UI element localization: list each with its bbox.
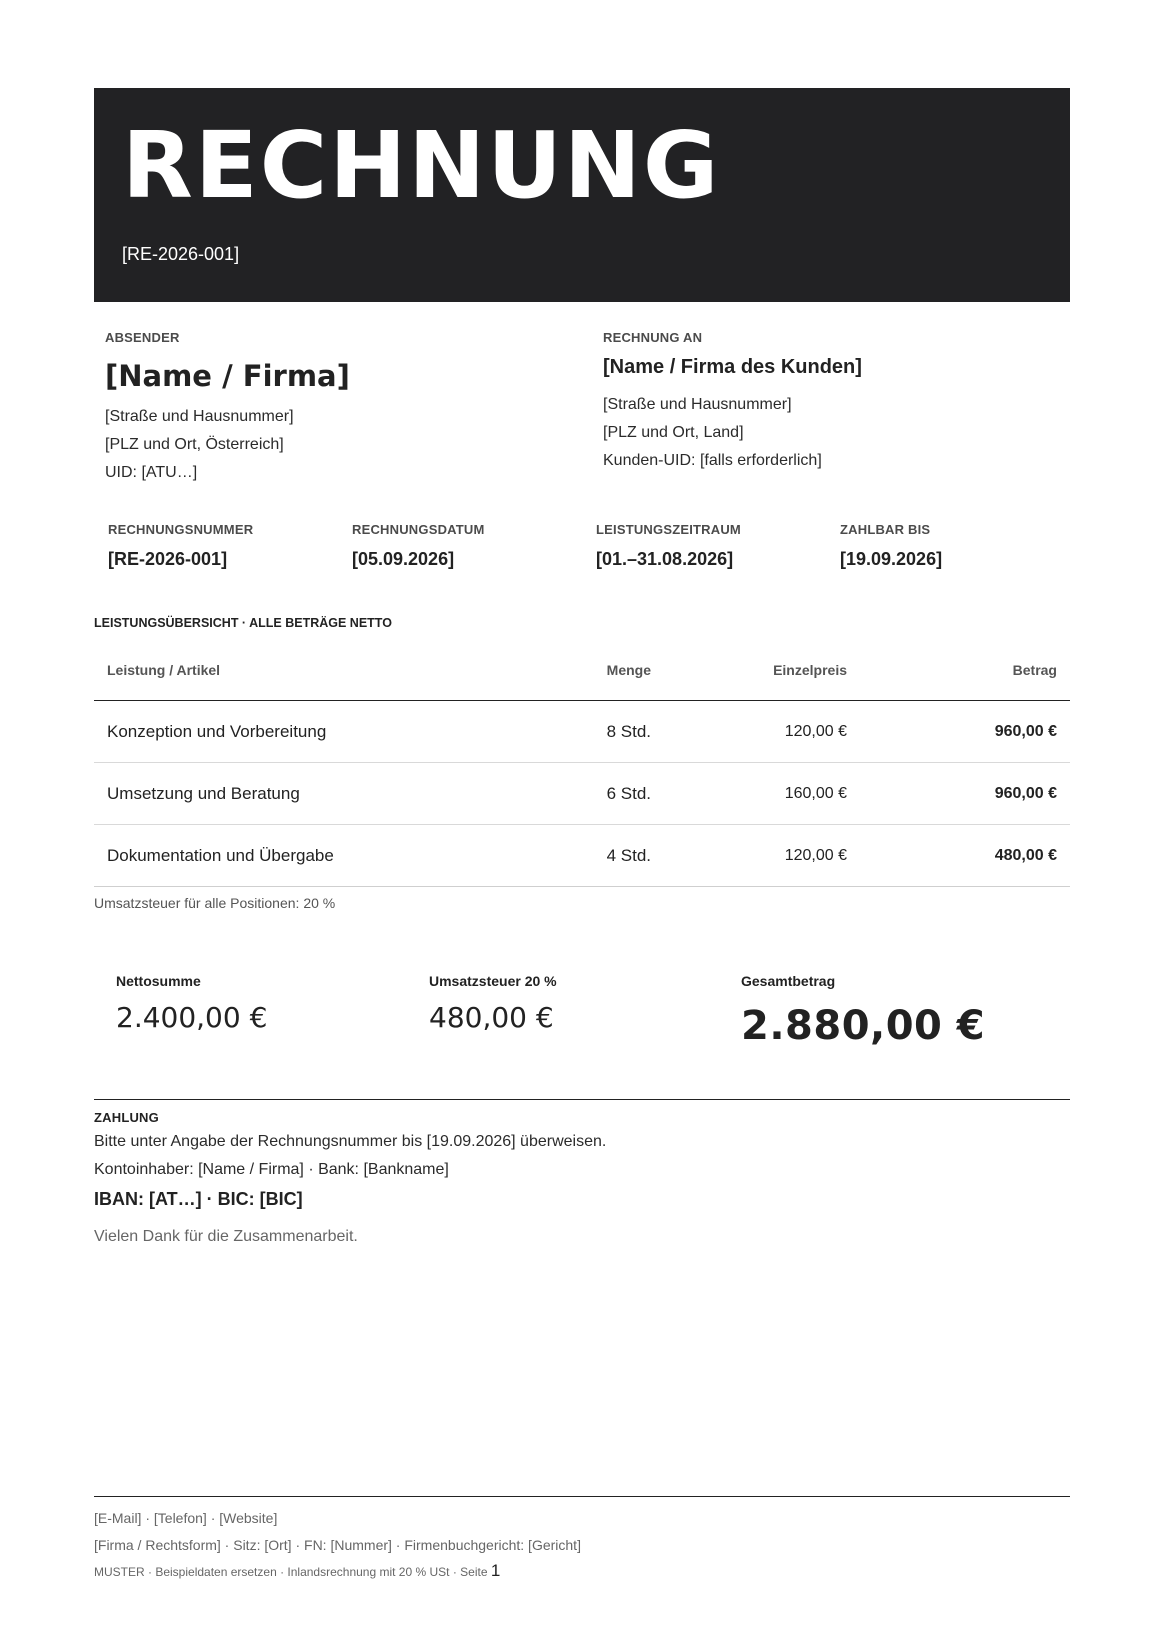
cell-amount: 960,00 € [860,763,1070,825]
payment-section [94,1099,1070,1246]
meta-service-period [596,522,741,570]
tax-total-value: 480,00 € [429,1001,554,1034]
net-total-value: 2.400,00 € [116,1001,268,1034]
sender-name: [Name / Firma] [105,359,350,393]
meta-value: [05.09.2026] [352,549,455,569]
thank-you-note: Vielen Dank für die Zusammenarbeit. [94,1228,358,1245]
sender-block [105,330,350,487]
table-row [94,701,1070,763]
meta-value: [19.09.2026] [840,549,943,569]
table-header-row [94,640,1070,701]
cell-amount: 960,00 € [860,701,1070,763]
cell-service: Umsetzung und Beratung [94,763,524,825]
footer-contact: [E-Mail] · [Telefon] · [Website] [94,1510,278,1526]
meta-label: LEISTUNGSZEITRAUM [596,522,741,537]
recipient-address-line: [PLZ und Ort, Land] [603,424,744,441]
meta-label: RECHNUNGSDATUM [352,522,485,537]
tax-note: Umsatzsteuer für alle Positionen: 20 % [94,895,336,911]
footer-note-line [94,1561,1070,1581]
page-footer [94,1496,1070,1581]
cell-unit-price: 120,00 € [664,825,860,887]
gross-total-label: Gesamtbetrag [741,973,836,989]
footer-company: [Firma / Rechtsform] · Sitz: [Ort] · FN: [Nummer] · Firmenbuchgericht: [Gericht] [94,1537,581,1553]
gross-total-value: 2.880,00 € [741,1003,986,1049]
gross-total [741,973,985,1049]
payment-label: ZAHLUNG [94,1110,159,1125]
invoice-page [94,88,1070,1246]
column-header-service: Leistung / Artikel [94,640,524,701]
meta-invoice-number [108,522,253,570]
cell-qty: 6 Std. [524,763,664,825]
column-header-amount: Betrag [860,640,1070,701]
meta-label: RECHNUNGSNUMMER [108,522,254,537]
meta-value: [01.–31.08.2026] [596,549,734,569]
invoice-header [94,88,1070,302]
meta-label: ZAHLBAR BIS [840,522,931,537]
parties-section [94,302,1070,522]
sender-address-line: [Straße und Hausnummer] [105,408,294,425]
footer-note: MUSTER · Beispieldaten ersetzen · Inlandsrechnung mit 20 % USt · Seite [94,1565,488,1579]
recipient-address-line: Kunden-UID: [falls erforderlich] [603,452,822,469]
cell-qty: 4 Std. [524,825,664,887]
net-total [116,973,267,1034]
invoice-meta [94,522,1070,616]
items-table [94,640,1070,887]
page-number: 1 [490,1561,501,1580]
sender-label: ABSENDER [105,330,180,345]
column-header-qty: Menge [524,640,664,701]
recipient-address-line: [Straße und Hausnummer] [603,396,792,413]
meta-due-date [840,522,942,570]
tax-total [429,973,557,1034]
cell-unit-price: 160,00 € [664,763,860,825]
cell-service: Dokumentation und Übergabe [94,825,524,887]
invoice-number-header: [RE-2026-001] [122,244,240,264]
payment-account: Kontoinhaber: [Name / Firma] · Bank: [Bankname] [94,1161,449,1178]
tax-total-label: Umsatzsteuer 20 % [429,973,557,989]
net-total-label: Nettosumme [116,973,201,989]
table-row [94,763,1070,825]
totals-section [94,911,1070,1099]
cell-unit-price: 120,00 € [664,701,860,763]
cell-service: Konzeption und Vorbereitung [94,701,524,763]
payment-bank-details: IBAN: [AT…] · BIC: [BIC] [94,1189,303,1209]
table-row [94,825,1070,887]
payment-instruction: Bitte unter Angabe der Rechnungsnummer bis [19.09.2026] überweisen. [94,1133,607,1150]
cell-qty: 8 Std. [524,701,664,763]
recipient-block [603,330,862,475]
sender-address-line: [PLZ und Ort, Österreich] [105,436,284,453]
sender-address-line: UID: [ATU…] [105,464,198,481]
invoice-title: RECHNUNG [122,112,721,219]
recipient-address [603,391,862,475]
recipient-name: [Name / Firma des Kunden] [603,356,862,378]
meta-invoice-date [352,522,485,570]
cell-amount: 480,00 € [860,825,1070,887]
items-section-title: LEISTUNGSÜBERSICHT · ALLE BETRÄGE NETTO [94,616,392,630]
column-header-unit-price: Einzelpreis [664,640,860,701]
sender-address [105,403,350,487]
recipient-label: RECHNUNG AN [603,330,703,345]
meta-value: [RE-2026-001] [108,549,228,569]
